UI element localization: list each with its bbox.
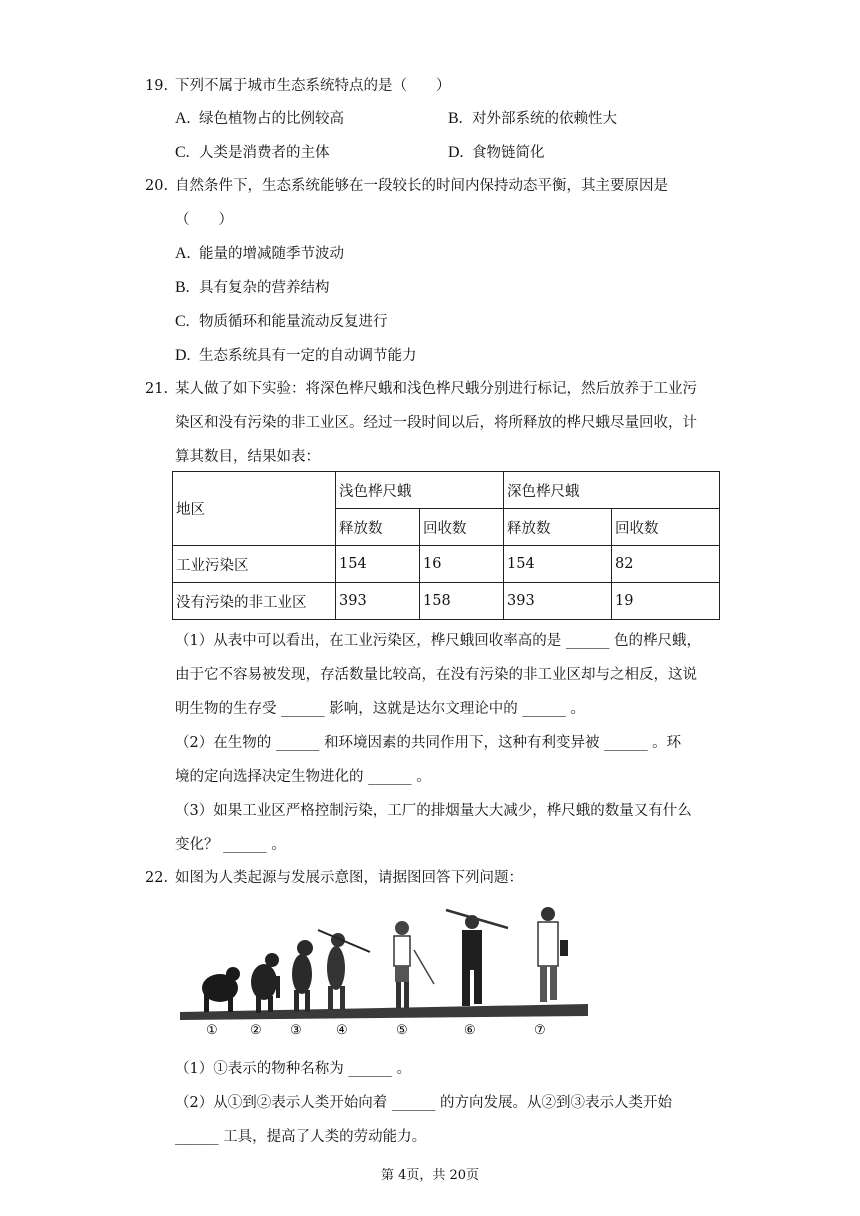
figure-label-2: ② xyxy=(250,1023,262,1038)
value-cell: 393 xyxy=(504,583,612,620)
question-20-stem xyxy=(145,174,668,195)
question-text: 下列不属于城市生态系统特点的是（ ） xyxy=(175,78,451,94)
sub-question-2-line-1: （2）在生物的 ______ 和环境因素的共同作用下，这种有利变异被 ______ 。环 xyxy=(175,735,682,751)
question-text: 如图为人类起源与发展示意图，请据图回答下列问题： xyxy=(175,870,523,886)
figure-label-6: ⑥ xyxy=(464,1023,476,1038)
sub-question-3-line-2: 变化？ ______ 。 xyxy=(175,837,286,853)
table-row xyxy=(173,583,720,620)
sub-question-1-line-3: 明生物的生存受 ______ 影响，这就是达尔文理论中的 ______ 。 xyxy=(175,701,585,717)
answer-blank[interactable]: ______ xyxy=(281,701,325,717)
answer-blank[interactable]: ______ xyxy=(565,633,610,649)
option-d[interactable]: D. 生态系统具有一定的自动调节能力 xyxy=(175,347,417,364)
value-cell: 82 xyxy=(612,546,720,583)
region-cell: 没有污染的非工业区 xyxy=(173,583,336,620)
answer-blank[interactable]: ______ xyxy=(604,735,648,751)
figure-label-5: ⑤ xyxy=(396,1023,408,1038)
value-cell: 154 xyxy=(504,546,612,583)
hominid-figure-3 xyxy=(292,940,313,1012)
option-c[interactable]: C. 物质循环和能量流动反复进行 xyxy=(175,313,388,330)
subheader-recaptured: 回收数 xyxy=(420,509,504,546)
hominid-figure-4 xyxy=(318,930,370,1010)
question-text-line-3: 算其数目，结果如表： xyxy=(175,449,320,465)
answer-blank[interactable]: ______ xyxy=(275,735,320,751)
answer-blank[interactable]: ______ xyxy=(391,1095,436,1111)
header-light-moth: 浅色桦尺蛾 xyxy=(336,472,504,509)
figure-label-1: ① xyxy=(206,1023,218,1038)
human-figure-7 xyxy=(538,907,568,1002)
q22-sub-question-1: （1）①表示的物种名称为 ______ 。 xyxy=(175,1061,411,1077)
q22-sub-question-2-line-1: （2）从①到②表示人类开始向着 ______ 的方向发展。从②到③表示人类开始 xyxy=(175,1095,672,1111)
question-text-line-2: 染区和没有污染的非工业区。经过一段时间以后，将所释放的桦尺蛾尽量回收，计 xyxy=(175,415,697,431)
question-21-stem xyxy=(145,377,697,398)
value-cell: 154 xyxy=(336,546,420,583)
ground-strip xyxy=(180,1004,588,1020)
sub-question-1-line-1: （1）从表中可以看出，在工业污染区，桦尺蛾回收率高的是 ______ 色的桦尺蛾， xyxy=(175,633,701,649)
region-cell: 工业污染区 xyxy=(173,546,336,583)
human-figure-5 xyxy=(394,921,434,1008)
value-cell: 393 xyxy=(336,583,420,620)
option-d[interactable]: D. 食物链简化 xyxy=(448,144,545,161)
option-c[interactable]: C. 人类是消费者的主体 xyxy=(175,144,330,161)
sub-question-2-line-2: 境的定向选择决定生物进化的 ______ 。 xyxy=(175,769,431,785)
question-number: 19. xyxy=(145,78,169,94)
page-footer: 第 4页，共 20页 xyxy=(380,1168,480,1183)
figure-label-7: ⑦ xyxy=(534,1023,546,1038)
question-text: 自然条件下，生态系统能够在一段较长的时间内保持动态平衡，其主要原因是 xyxy=(175,178,668,194)
option-a[interactable]: A. 绿色植物占的比例较高 xyxy=(175,110,344,127)
answer-blank[interactable]: ______ xyxy=(368,769,412,785)
question-number: 22. xyxy=(145,870,169,886)
q22-sub-question-2-line-2: ______ 工具，提高了人类的劳动能力。 xyxy=(175,1129,427,1145)
value-cell: 19 xyxy=(612,583,720,620)
header-dark-moth: 深色桦尺蛾 xyxy=(504,472,720,509)
human-figure-6 xyxy=(446,910,508,1006)
header-region: 地区 xyxy=(173,472,336,546)
sub-question-3-line-1: （3）如果工业区严格控制污染，工厂的排烟量大大减少，桦尺蛾的数量又有什么 xyxy=(175,803,692,819)
answer-blank[interactable]: ______ xyxy=(223,837,267,853)
table-row xyxy=(173,546,720,583)
human-evolution-figure xyxy=(178,900,590,1040)
ape-figure-1 xyxy=(202,967,240,1012)
subheader-recaptured: 回收数 xyxy=(612,509,720,546)
moth-data-table xyxy=(172,471,720,620)
answer-blank[interactable]: ______ xyxy=(522,701,566,717)
figure-label-3: ③ xyxy=(290,1023,302,1038)
ape-figure-2 xyxy=(251,953,280,1013)
value-cell: 158 xyxy=(420,583,504,620)
question-22-stem xyxy=(145,866,523,887)
figure-label-4: ④ xyxy=(336,1023,348,1038)
value-cell: 16 xyxy=(420,546,504,583)
question-19-stem xyxy=(145,74,451,95)
subheader-released: 释放数 xyxy=(504,509,612,546)
question-text: 某人做了如下实验：将深色桦尺蛾和浅色桦尺蛾分别进行标记，然后放养于工业污 xyxy=(175,381,697,397)
question-number: 20. xyxy=(145,178,169,194)
answer-blank[interactable]: ______ xyxy=(175,1129,219,1145)
question-text-continued: （ ） xyxy=(175,212,233,228)
question-number: 21. xyxy=(145,381,169,397)
option-a[interactable]: A. 能量的增减随季节波动 xyxy=(175,245,344,262)
option-b[interactable]: B. 具有复杂的营养结构 xyxy=(175,279,330,296)
subheader-released: 释放数 xyxy=(336,509,420,546)
option-b[interactable]: B. 对外部系统的依赖性大 xyxy=(448,110,617,127)
answer-blank[interactable]: ______ xyxy=(348,1061,392,1077)
sub-question-1-line-2: 由于它不容易被发现，存活数量比较高，在没有污染的非工业区却与之相反，这说 xyxy=(175,667,697,683)
